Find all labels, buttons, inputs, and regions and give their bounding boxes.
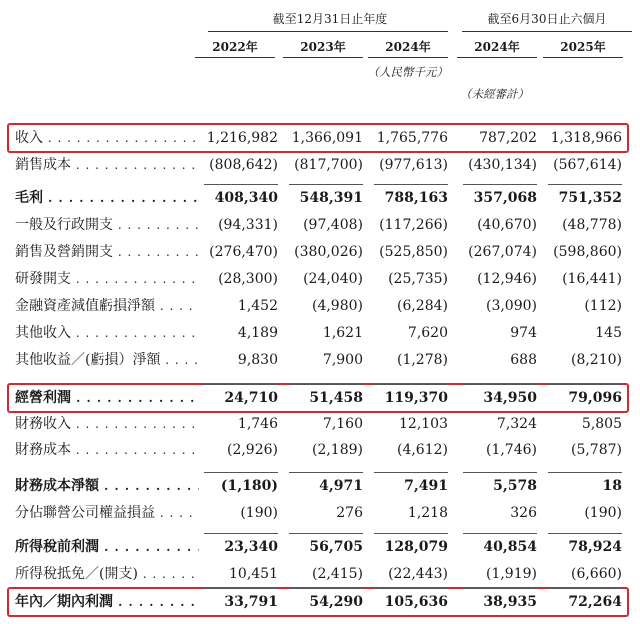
row-value: 5,805 [581,416,622,432]
row-value: 1,452 [237,298,278,314]
year-header-line [368,57,448,58]
row-value: 974 [510,325,537,341]
row-value: 23,340 [224,539,278,555]
row-value: 1,218 [407,505,448,521]
row-label: 研發開支 . . . [15,269,199,289]
highlight-box [7,383,629,413]
row-value: 1,765,776 [376,130,448,146]
row-value: (190) [240,505,278,521]
unit-note: （人民幣千元） [367,65,448,79]
subtotal-rule [204,184,278,185]
table-row [10,414,632,434]
row-value: (112) [584,298,622,314]
row-value: 7,160 [322,416,363,432]
row-value: (4,980) [311,298,363,314]
subtotal-rule [548,184,622,185]
subtotal-rule [289,533,363,534]
row-label: 其他收入 . . . [15,323,199,343]
table-row [10,188,632,208]
table-row [10,564,632,584]
subtotal-rule [463,184,537,185]
group-header-half-year-line [462,31,632,32]
table-row [10,537,632,557]
row-value: (267,074) [468,244,537,260]
row-label: 年內／期內利潤 . . . [15,592,199,612]
subtotal-rule [374,384,448,385]
highlight-box [7,587,629,617]
row-value: (276,470) [209,244,278,260]
row-value: 105,636 [384,594,448,610]
row-value: (24,040) [303,271,363,287]
row-value: (817,700) [294,157,363,173]
row-value: 10,451 [229,566,278,582]
row-label: 毛利 . . . [15,188,199,208]
row-value: 548,391 [299,190,363,206]
subtotal-rule [374,588,448,589]
year-header-line [195,57,275,58]
row-value: 1,746 [237,416,278,432]
year-header-line [283,57,363,58]
row-value: (3,090) [485,298,537,314]
year-header: 2025年 [560,40,606,54]
row-label: 一般及行政開支 . . . [15,215,199,235]
subtotal-rule [204,533,278,534]
row-value: (1,919) [485,566,537,582]
table-row [10,296,632,316]
row-value: (190) [584,505,622,521]
row-value: 1,216,982 [206,130,278,146]
row-value: 1,366,091 [291,130,363,146]
subtotal-rule [463,588,537,589]
group-header-half-year: 截至6月30日止六個月 [487,12,607,26]
row-value: (97,408) [303,217,363,233]
subtotal-rule [548,472,622,473]
row-value: 7,324 [496,416,537,432]
subtotal-rule [204,472,278,473]
table-row [10,155,632,175]
row-value: 128,079 [384,539,448,555]
row-label: 金融資產減值虧損淨額 . . . [15,296,199,316]
row-value: 4,189 [237,325,278,341]
subtotal-rule [204,588,278,589]
row-value: 145 [595,325,622,341]
row-value: 1,318,966 [550,130,622,146]
unaudited-note: （未經審計） [460,87,529,101]
row-value: (1,278) [396,352,448,368]
year-header-line [457,57,537,58]
row-value: 751,352 [558,190,622,206]
row-value: (28,300) [218,271,278,287]
row-value: (380,026) [294,244,363,260]
row-value: (6,284) [396,298,448,314]
row-value: (598,860) [553,244,622,260]
row-value: 5,578 [493,478,537,494]
row-value: 24,710 [224,390,278,406]
row-label: 財務成本淨額 . . . [15,476,199,496]
group-header-full-year: 截至12月31日止年度 [272,12,388,26]
group-header-full-year-line [208,31,448,32]
subtotal-rule [289,184,363,185]
row-label: 分佔聯營公司權益損益 . . . [15,503,199,523]
row-value: 7,900 [322,352,363,368]
row-value: 788,163 [384,190,448,206]
row-value: 787,202 [479,130,537,146]
subtotal-rule [463,533,537,534]
row-value: 51,458 [309,390,363,406]
subtotal-rule [374,472,448,473]
row-value: 4,971 [319,478,363,494]
row-value: 56,705 [309,539,363,555]
year-header: 2022年 [212,40,258,54]
row-value: 119,370 [384,390,448,406]
row-value: (8,210) [570,352,622,368]
table-row [10,350,632,370]
row-value: 33,791 [224,594,278,610]
row-value: (4,612) [396,442,448,458]
table-row [10,215,632,235]
row-label: 經營利潤 . . . [15,388,199,408]
year-header-line [543,57,623,58]
row-value: (40,670) [477,217,537,233]
row-value: (2,189) [311,442,363,458]
row-value: 54,290 [309,594,363,610]
subtotal-rule [289,472,363,473]
year-header: 2024年 [474,40,520,54]
highlight-box [7,123,629,153]
row-value: 78,924 [568,539,622,555]
subtotal-rule [548,384,622,385]
table-row [10,269,632,289]
subtotal-rule [374,184,448,185]
row-value: 326 [510,505,537,521]
table-row [10,440,632,460]
row-value: (2,415) [311,566,363,582]
table-row [10,476,632,496]
row-value: 357,068 [473,190,537,206]
row-label: 收入 . . . [15,128,199,148]
row-value: (567,614) [553,157,622,173]
row-value: (5,787) [570,442,622,458]
year-header: 2023年 [300,40,346,54]
row-value: (117,266) [379,217,448,233]
row-label: 財務收入 . . . [15,414,199,434]
row-value: (22,443) [388,566,448,582]
row-value: (16,441) [562,271,622,287]
subtotal-rule [289,384,363,385]
subtotal-rule [463,472,537,473]
subtotal-rule [548,533,622,534]
table-row [10,242,632,262]
row-value: (977,613) [379,157,448,173]
row-value: (25,735) [388,271,448,287]
row-label: 所得稅前利潤 . . . [15,537,199,557]
table-row [10,503,632,523]
row-value: (1,180) [220,478,278,494]
row-value: 1,621 [322,325,363,341]
row-value: (430,134) [468,157,537,173]
row-value: 9,830 [237,352,278,368]
row-label: 其他收益／(虧損）淨額 . . . [15,350,199,370]
row-value: 72,264 [568,594,622,610]
row-label: 所得稅抵免／(開支) . . . [15,564,199,584]
row-value: (808,642) [209,157,278,173]
subtotal-rule [289,588,363,589]
row-value: (6,660) [570,566,622,582]
row-value: (1,746) [485,442,537,458]
row-label: 銷售成本 . . . [15,155,199,175]
row-value: 7,620 [407,325,448,341]
row-value: 40,854 [483,539,537,555]
subtotal-rule [463,384,537,385]
row-value: 38,935 [483,594,537,610]
row-label: 銷售及營銷開支 . . . [15,242,199,262]
row-value: 34,950 [483,390,537,406]
subtotal-rule [374,533,448,534]
row-value: (525,850) [379,244,448,260]
row-value: 79,096 [568,390,622,406]
row-value: 688 [510,352,537,368]
row-value: 408,340 [214,190,278,206]
row-value: (12,946) [477,271,537,287]
row-value: 276 [336,505,363,521]
subtotal-rule [548,588,622,589]
row-value: (2,926) [226,442,278,458]
row-value: (48,778) [562,217,622,233]
subtotal-rule [204,384,278,385]
row-value: 12,103 [399,416,448,432]
row-label: 財務成本 . . . [15,440,199,460]
row-value: (94,331) [218,217,278,233]
year-header: 2024年 [385,40,431,54]
table-row [10,323,632,343]
row-value: 18 [602,478,622,494]
row-value: 7,491 [404,478,448,494]
